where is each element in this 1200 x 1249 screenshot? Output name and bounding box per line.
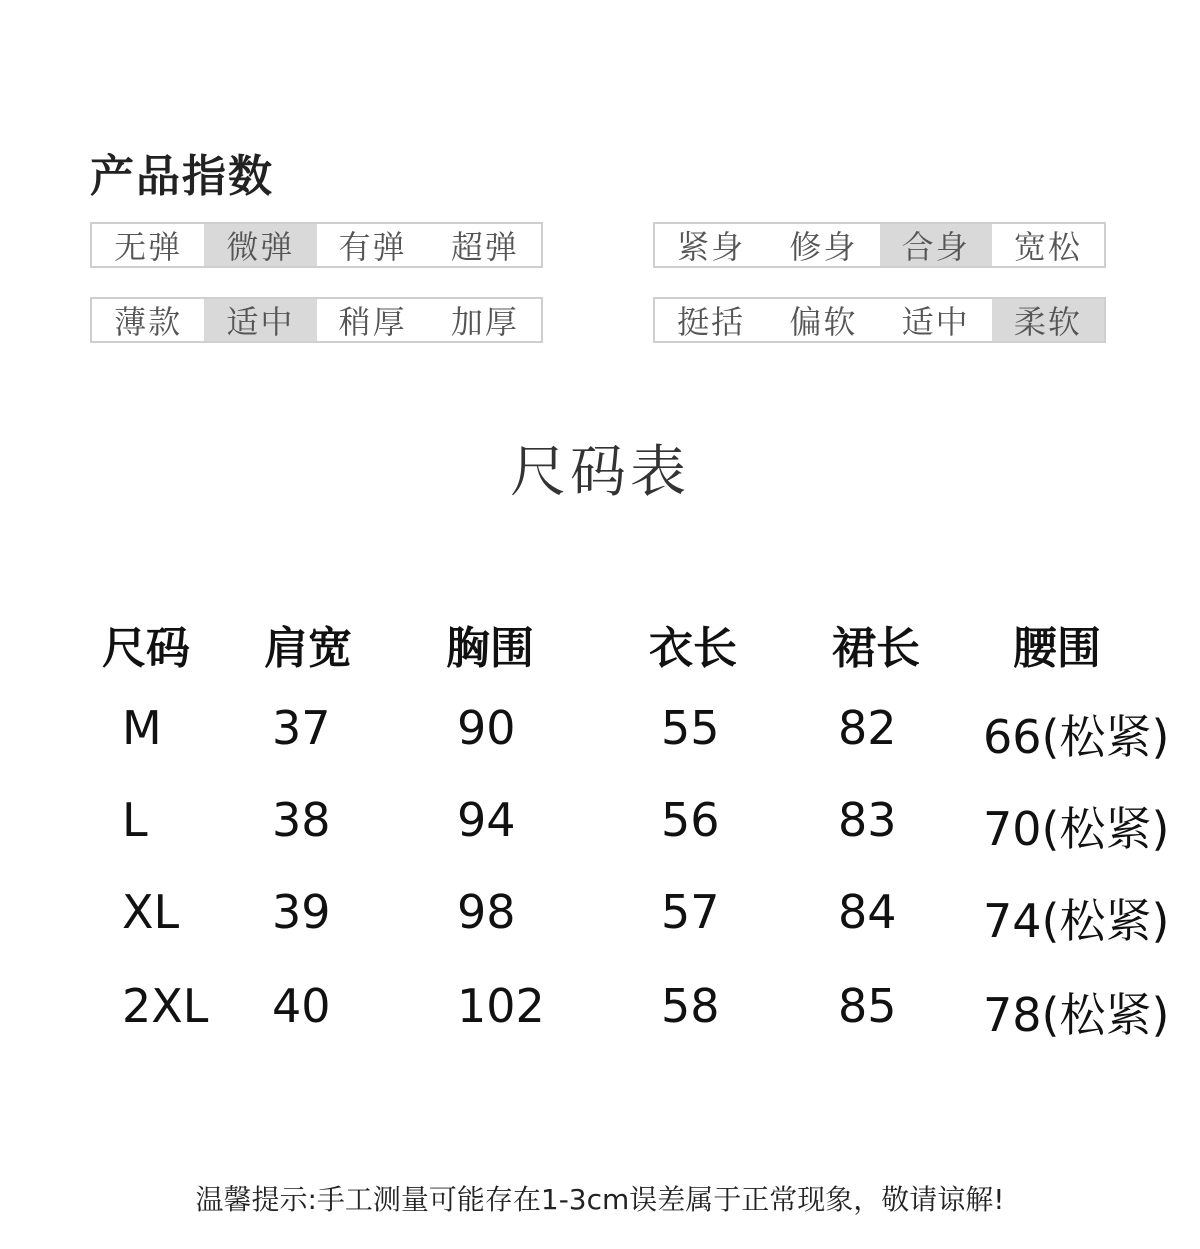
table-header: 腰围 — [1013, 623, 1101, 674]
table-cell: 39 — [272, 885, 331, 939]
table-cell: 40 — [272, 979, 331, 1033]
index-option: 稍厚 — [338, 303, 407, 341]
index-option-selected: 合身 — [880, 224, 992, 266]
table-cell: 82 — [838, 701, 897, 755]
table-cell: 84 — [838, 885, 897, 939]
index-option-selected: 柔软 — [992, 299, 1104, 341]
table-cell: 78(松紧) — [983, 988, 1170, 1042]
table-cell: 66(松紧) — [983, 710, 1170, 764]
table-cell: 83 — [838, 793, 897, 847]
table-cell: 2XL — [122, 979, 209, 1033]
table-cell: 94 — [457, 793, 516, 847]
index-option-selected: 适中 — [204, 299, 316, 341]
table-cell: 38 — [272, 793, 331, 847]
table-header: 衣长 — [649, 623, 737, 674]
table-cell: 102 — [457, 979, 545, 1033]
table-cell: 85 — [838, 979, 897, 1033]
index-option: 无弹 — [114, 228, 183, 266]
table-cell: 74(松紧) — [983, 894, 1170, 948]
index-option: 宽松 — [1013, 228, 1082, 266]
table-cell: 56 — [661, 793, 720, 847]
index-option: 修身 — [789, 228, 858, 266]
table-header: 尺码 — [102, 623, 190, 674]
index-option: 超弹 — [450, 228, 519, 266]
product-index-title: 产品指数 — [90, 151, 274, 202]
table-cell: 90 — [457, 701, 516, 755]
table-cell: 57 — [661, 885, 720, 939]
table-cell: L — [122, 793, 148, 847]
index-option: 紧身 — [677, 228, 746, 266]
index-option: 有弹 — [338, 228, 407, 266]
measurement-note: 温馨提示:手工测量可能存在1-3cm误差属于正常现象，敬请谅解! — [195, 1183, 1005, 1216]
index-option-selected: 微弹 — [204, 224, 316, 266]
index-option: 挺括 — [677, 303, 746, 341]
index-option: 加厚 — [450, 303, 519, 341]
table-header: 裙长 — [832, 623, 920, 674]
table-cell: 58 — [661, 979, 720, 1033]
size-chart-title: 尺码表 — [510, 440, 690, 505]
table-cell: M — [122, 701, 162, 755]
table-cell: XL — [122, 885, 180, 939]
index-option: 薄款 — [114, 303, 183, 341]
table-cell: 37 — [272, 701, 331, 755]
table-cell: 70(松紧) — [983, 802, 1170, 856]
index-option: 偏软 — [789, 303, 858, 341]
table-header: 肩宽 — [264, 623, 352, 674]
table-cell: 55 — [661, 701, 720, 755]
index-option: 适中 — [901, 303, 970, 341]
table-header: 胸围 — [446, 623, 534, 674]
table-cell: 98 — [457, 885, 516, 939]
